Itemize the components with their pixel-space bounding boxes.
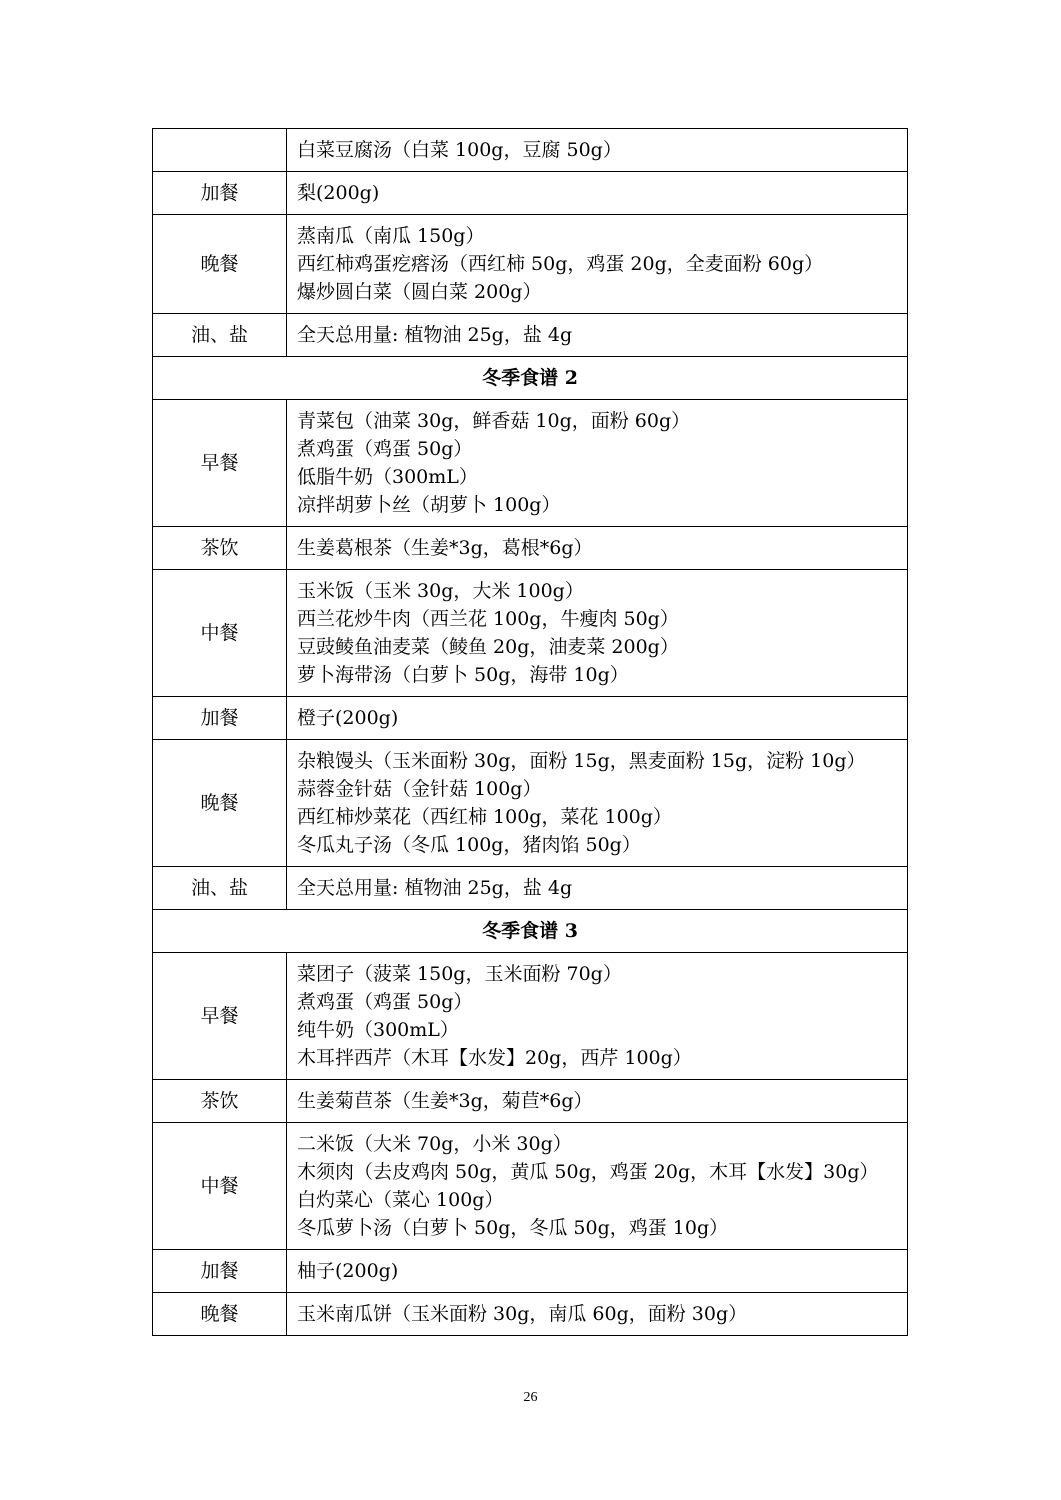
meal-items xyxy=(287,1293,908,1336)
dish-item: 蒸南瓜（南瓜 150g） xyxy=(297,225,485,247)
dish-item: 梨(200g) xyxy=(297,182,380,204)
dish-item: 西红柿炒菜花（西红柿 100g，菜花 100g） xyxy=(297,806,672,828)
dish-item: 玉米南瓜饼（玉米面粉 30g，南瓜 60g，面粉 30g） xyxy=(297,1303,748,1325)
dish-item: 西红柿鸡蛋疙瘩汤（西红柿 50g，鸡蛋 20g，全麦面粉 60g） xyxy=(297,253,824,275)
dish-item: 凉拌胡萝卜丝（胡萝卜 100g） xyxy=(297,494,561,516)
meal-row xyxy=(153,314,908,357)
meal-items xyxy=(287,697,908,740)
dish-item: 柚子(200g) xyxy=(297,1260,399,1282)
meal-label: 油、盐 xyxy=(153,314,287,357)
meal-row xyxy=(153,1250,908,1293)
meal-label: 早餐 xyxy=(153,953,287,1080)
meal-row xyxy=(153,953,908,1080)
meal-items xyxy=(287,953,908,1080)
dish-item: 杂粮馒头（玉米面粉 30g，面粉 15g，黑麦面粉 15g，淀粉 10g） xyxy=(297,750,866,772)
meal-label xyxy=(153,129,287,172)
meal-label: 茶饮 xyxy=(153,527,287,570)
meal-row xyxy=(153,1293,908,1336)
page-number: 26 xyxy=(523,1390,538,1405)
meal-label: 中餐 xyxy=(153,1123,287,1250)
meal-row xyxy=(153,1123,908,1250)
meal-row xyxy=(153,215,908,314)
dish-item: 菜团子（菠菜 150g，玉米面粉 70g） xyxy=(297,963,622,985)
meal-label: 油、盐 xyxy=(153,867,287,910)
dish-item: 生姜菊苣茶（生姜*3g，菊苣*6g） xyxy=(297,1090,593,1112)
dish-item: 爆炒圆白菜（圆白菜 200g） xyxy=(297,281,542,303)
meal-label: 加餐 xyxy=(153,1250,287,1293)
meal-label: 晚餐 xyxy=(153,740,287,867)
meal-row xyxy=(153,527,908,570)
meal-row xyxy=(153,867,908,910)
meal-label: 晚餐 xyxy=(153,215,287,314)
dish-item: 西兰花炒牛肉（西兰花 100g，牛瘦肉 50g） xyxy=(297,608,679,630)
meal-items xyxy=(287,172,908,215)
meal-row xyxy=(153,740,908,867)
dish-item: 全天总用量: 植物油 25g，盐 4g xyxy=(297,877,573,899)
meal-items xyxy=(287,400,908,527)
dish-item: 木须肉（去皮鸡肉 50g，黄瓜 50g，鸡蛋 20g，木耳【水发】30g） xyxy=(297,1161,879,1183)
meal-row xyxy=(153,172,908,215)
meal-row xyxy=(153,129,908,172)
dish-item: 白灼菜心（菜心 100g） xyxy=(297,1189,504,1211)
meal-items xyxy=(287,1080,908,1123)
dish-item: 冬瓜丸子汤（冬瓜 100g，猪肉馅 50g） xyxy=(297,834,641,856)
meal-row xyxy=(153,1080,908,1123)
dish-item: 生姜葛根茶（生姜*3g，葛根*6g） xyxy=(297,537,593,559)
meal-items xyxy=(287,570,908,697)
meal-label: 早餐 xyxy=(153,400,287,527)
dish-item: 木耳拌西芹（木耳【水发】20g，西芹 100g） xyxy=(297,1047,692,1069)
meal-items xyxy=(287,867,908,910)
dish-item: 青菜包（油菜 30g，鲜香菇 10g，面粉 60g） xyxy=(297,410,691,432)
dish-item: 煮鸡蛋（鸡蛋 50g） xyxy=(297,438,473,460)
meal-row xyxy=(153,570,908,697)
meal-label: 茶饮 xyxy=(153,1080,287,1123)
dish-item: 橙子(200g) xyxy=(297,707,399,729)
menu-table-body xyxy=(153,129,908,1336)
meal-label: 加餐 xyxy=(153,172,287,215)
section-title: 冬季食谱 2 xyxy=(153,357,908,400)
meal-items xyxy=(287,527,908,570)
dish-item: 低脂牛奶（300mL） xyxy=(297,466,478,488)
meal-items xyxy=(287,1250,908,1293)
meal-items xyxy=(287,740,908,867)
section-header-row xyxy=(153,357,908,400)
dish-item: 冬瓜萝卜汤（白萝卜 50g，冬瓜 50g，鸡蛋 10g） xyxy=(297,1217,729,1239)
meal-label: 晚餐 xyxy=(153,1293,287,1336)
meal-label: 中餐 xyxy=(153,570,287,697)
dish-item: 蒜蓉金针菇（金针菇 100g） xyxy=(297,778,542,800)
meal-items xyxy=(287,129,908,172)
dish-item: 二米饭（大米 70g，小米 30g） xyxy=(297,1133,572,1155)
dish-item: 白菜豆腐汤（白菜 100g，豆腐 50g） xyxy=(297,139,622,161)
dish-item: 玉米饭（玉米 30g，大米 100g） xyxy=(297,580,584,602)
dish-item: 全天总用量: 植物油 25g，盐 4g xyxy=(297,324,573,346)
meal-row xyxy=(153,697,908,740)
meal-row xyxy=(153,400,908,527)
meal-label: 加餐 xyxy=(153,697,287,740)
dish-item: 萝卜海带汤（白萝卜 50g，海带 10g） xyxy=(297,664,629,686)
section-header-row xyxy=(153,910,908,953)
meal-items xyxy=(287,215,908,314)
meal-items xyxy=(287,314,908,357)
dish-item: 纯牛奶（300mL） xyxy=(297,1019,459,1041)
section-title: 冬季食谱 3 xyxy=(153,910,908,953)
diet-menu-table xyxy=(152,128,908,1336)
dish-item: 煮鸡蛋（鸡蛋 50g） xyxy=(297,991,473,1013)
meal-items xyxy=(287,1123,908,1250)
dish-item: 豆豉鲮鱼油麦菜（鲮鱼 20g，油麦菜 200g） xyxy=(297,636,679,658)
